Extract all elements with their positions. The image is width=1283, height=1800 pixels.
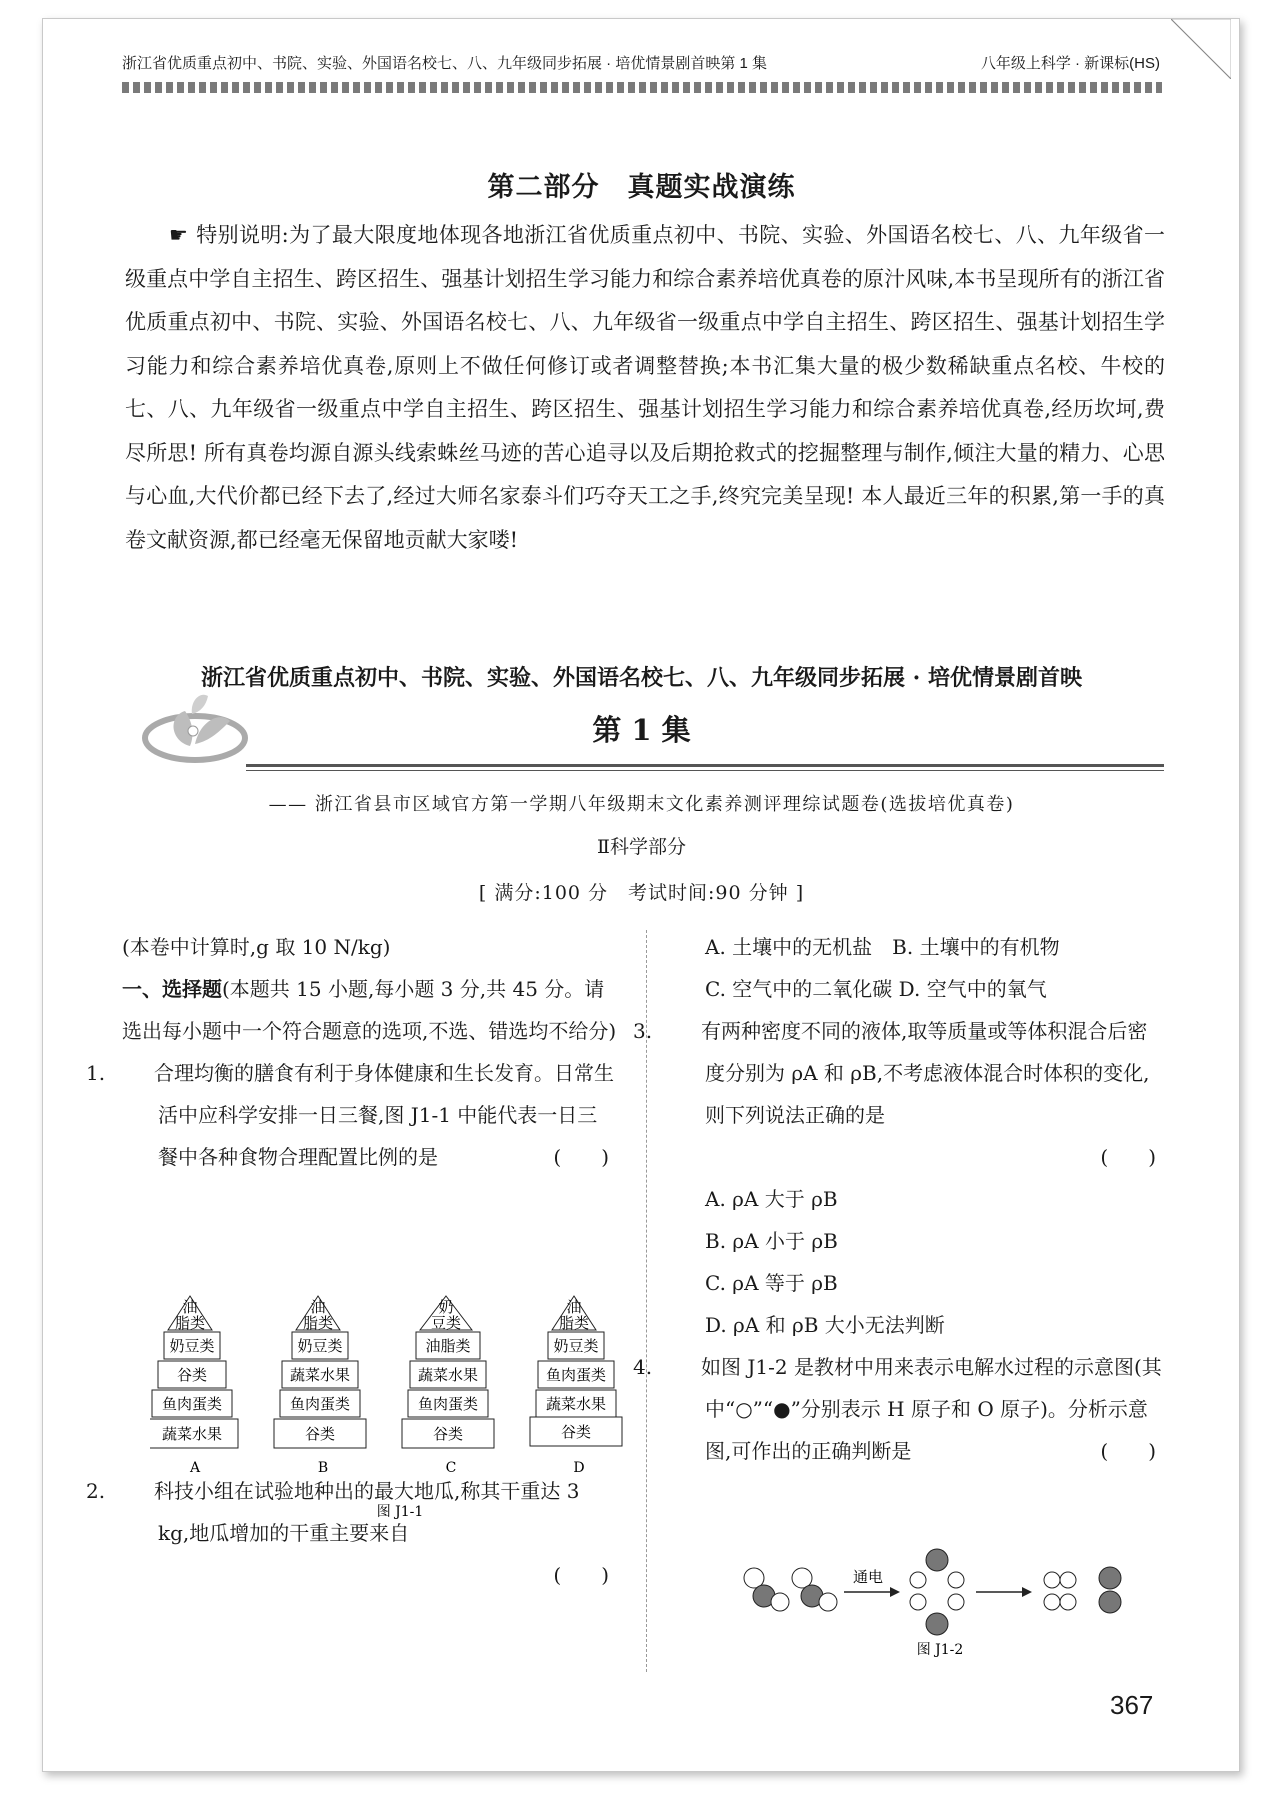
q1-number: 1.	[86, 1061, 106, 1085]
pyramid-a-top1: 油	[182, 1298, 198, 1316]
o-atom	[1099, 1567, 1121, 1589]
q3-option-a: A. ρA 大于 ρB	[705, 1187, 838, 1211]
pyramid-a-label: A	[189, 1460, 201, 1476]
q3-text: 有两种密度不同的液体,取等质量或等体积混合后密度分别为 ρA 和 ρB,不考虑液体混合时体积的变化,则下列说法正确的是	[701, 1019, 1150, 1127]
pyramid-d-row3: 蔬菜水果	[545, 1395, 607, 1413]
pyramid-d-row2: 鱼肉蛋类	[545, 1366, 607, 1384]
h-atom	[1060, 1572, 1076, 1588]
section-title: 第二部分 真题实战演练	[487, 172, 796, 203]
h-atom	[1060, 1594, 1076, 1610]
q2-option-c: C. 空气中的二氧化碳	[705, 977, 893, 1001]
q2-option-b: B. 土壤中的有机物	[892, 935, 1060, 959]
q3-option-b: B. ρA 小于 ρB	[705, 1229, 838, 1253]
pyramid-d-top2: 脂类	[558, 1314, 590, 1332]
q2-options-row1	[669, 926, 1164, 968]
h-atom	[771, 1593, 789, 1611]
q3-option-c: C. ρA 等于 ρB	[705, 1271, 838, 1295]
pyramid-a-row2: 谷类	[176, 1366, 208, 1384]
h-atom	[948, 1572, 964, 1588]
q4-number: 4.	[633, 1355, 653, 1379]
q4-answer-bracket: ( )	[1100, 1439, 1156, 1463]
h-atom	[948, 1594, 964, 1610]
pyramid-d-label: D	[573, 1460, 585, 1476]
o-atom	[926, 1549, 948, 1571]
pyramid-c-top1: 奶	[438, 1298, 454, 1316]
pyramid-b-row4: 谷类	[304, 1425, 336, 1443]
calc-note: (本卷中计算时,g 取 10 N/kg)	[122, 935, 391, 959]
header-right: 八年级上科学 · 新课标(HS)	[980, 55, 1160, 72]
right-column	[633, 926, 1164, 1472]
arrow-head-icon	[1022, 1587, 1032, 1597]
pyramid-c-row2: 蔬菜水果	[417, 1366, 479, 1384]
figure-j1-1-caption: 图 J1-1	[376, 1504, 424, 1520]
h-atom	[910, 1594, 926, 1610]
q3-answer-bracket: ( )	[1100, 1145, 1156, 1169]
q2-text: 科技小组在试验地种出的最大地瓜,称其干重达 3 kg,地瓜增加的干重主要来自	[154, 1479, 580, 1545]
pyramid-d-row1: 奶豆类	[553, 1337, 599, 1355]
title-rule-thick	[246, 764, 1164, 767]
title-rule-thin	[246, 770, 1164, 771]
food-pyramid-figure	[150, 1290, 650, 1550]
science-part-label: Ⅱ科学部分	[597, 836, 686, 858]
h-atom	[819, 1593, 837, 1611]
pyramid-c-top2: 豆类	[430, 1314, 462, 1332]
page-number: 367	[1110, 1690, 1154, 1720]
q3-number: 3.	[633, 1019, 653, 1043]
h-atom	[1044, 1594, 1060, 1610]
pointing-hand-icon: ☛	[169, 223, 188, 247]
pyramid-b	[274, 1296, 366, 1476]
question-3	[633, 1010, 1164, 1136]
pyramid-c-label: C	[445, 1460, 457, 1476]
q2-option-a: A. 土壤中的无机盐	[705, 935, 873, 959]
figure-j1-2-caption: 图 J1-2	[916, 1642, 964, 1658]
intro-paragraph	[125, 214, 1165, 562]
pyramid-a	[150, 1296, 238, 1476]
section-heading-rest: (本题共 15 小题,每小题 3 分,共 45 分。请选出每小题中一个符合题意的选项,不选、错选均不给分)	[122, 977, 617, 1043]
pyramid-a-top2: 脂类	[174, 1314, 206, 1332]
pyramid-a-row1: 奶豆类	[169, 1337, 215, 1355]
pyramid-b-label: B	[317, 1460, 329, 1476]
pyramid-c	[402, 1296, 494, 1476]
episode-title: 第 1 集	[592, 713, 691, 747]
pyramid-b-top1: 油	[310, 1298, 326, 1316]
header-hatch-divider	[122, 82, 1162, 93]
pyramid-c-row1: 油脂类	[425, 1337, 471, 1355]
pyramid-a-row3: 鱼肉蛋类	[161, 1395, 223, 1413]
pyramid-b-top2: 脂类	[302, 1314, 334, 1332]
electrolysis-figure	[740, 1530, 1160, 1660]
q2-answer-bracket: ( )	[553, 1563, 609, 1587]
pyramid-c-row4: 谷类	[432, 1425, 464, 1443]
pyramid-b-row1: 奶豆类	[297, 1337, 343, 1355]
h-atom	[1044, 1572, 1060, 1588]
q4-text: 如图 J1-2 是教材中用来表示电解水过程的示意图(其中“○”“●”分别表示 H 原子和 O 原子)。分析示意图,可作出的正确判断是	[701, 1355, 1162, 1463]
section-heading	[122, 968, 617, 1052]
arrow-head-icon	[890, 1587, 900, 1597]
series-title: 浙江省优质重点初中、书院、实验、外国语名校七、八、九年级同步拓展 · 培优情景剧首映	[201, 665, 1082, 691]
pyramid-a-row4: 蔬菜水果	[161, 1425, 223, 1443]
page-corner-curl	[1171, 19, 1231, 79]
q2-options-row2	[669, 968, 1164, 1010]
intro-text: 特别说明:为了最大限度地体现各地浙江省优质重点初中、书院、实验、外国语名校七、八、九年级省一级重点中学自主招生、跨区招生、强基计划招生学习能力和综合素养培优真卷的原汁风味,本书呈现所有的浙江省优质重点初中、书院、实验、外国语名校七、八、九年级省一级重点中学自主招生、跨区招生、强基计划招生学习能力和综合素养培优真卷,原则上不做任何修订或者调整替换;本书汇集大量的极少数稀缺重点名校、牛校的七、八、九年级省一级重点中学自主招生、跨区招生、强基计划招生学习能力和综合素养培优真卷,经历坎坷,费尽所思! 所有真卷均源自源头线索蛛丝马迹的苦心追寻以及后期抢救式的挖掘整理与制作,倾注大量的精力、心思与心血,大代价都已经下去了,经过大师名家泰斗们巧夺天工之手,终究完美呈现! 本人最近三年的积累,第一手的真卷文献资源,都已经毫无保留地贡献大家喽!	[125, 223, 1165, 552]
pyramid-c-row3: 鱼肉蛋类	[417, 1395, 479, 1413]
q1-text: 合理均衡的膳食有利于身体健康和生长发育。日常生活中应科学安排一日三餐,图 J1-1 中能代表一日三餐中各种食物合理配置比例的是	[154, 1061, 614, 1169]
h-atom	[910, 1572, 926, 1588]
pyramid-d-top1: 油	[566, 1298, 582, 1316]
section-heading-bold: 一、选择题	[122, 977, 222, 1001]
o-atom	[926, 1613, 948, 1635]
header-left: 浙江省优质重点初中、书院、实验、外国语名校七、八、九年级同步拓展 · 培优情景剧首映第 1 集	[122, 55, 768, 72]
q1-answer-bracket: ( )	[553, 1145, 609, 1169]
arrow-label-electrolysis: 通电	[852, 1568, 884, 1586]
pyramid-d-row4: 谷类	[560, 1423, 592, 1441]
pyramid-b-row2: 蔬菜水果	[289, 1366, 351, 1384]
o-atom	[1099, 1591, 1121, 1613]
q2-number: 2.	[86, 1479, 106, 1503]
score-time-info: [ 满分:100 分 考试时间:90 分钟 ]	[478, 882, 805, 904]
exam-subtitle: —— 浙江省县市区域官方第一学期八年级期末文化素养测评理综试题卷(选拔培优真卷)	[268, 794, 1015, 815]
pyramid-d	[530, 1296, 622, 1476]
pyramid-b-row3: 鱼肉蛋类	[289, 1395, 351, 1413]
q2-option-d: D. 空气中的氧气	[898, 977, 1047, 1001]
q3-option-d: D. ρA 和 ρB 大小无法判断	[705, 1313, 945, 1337]
